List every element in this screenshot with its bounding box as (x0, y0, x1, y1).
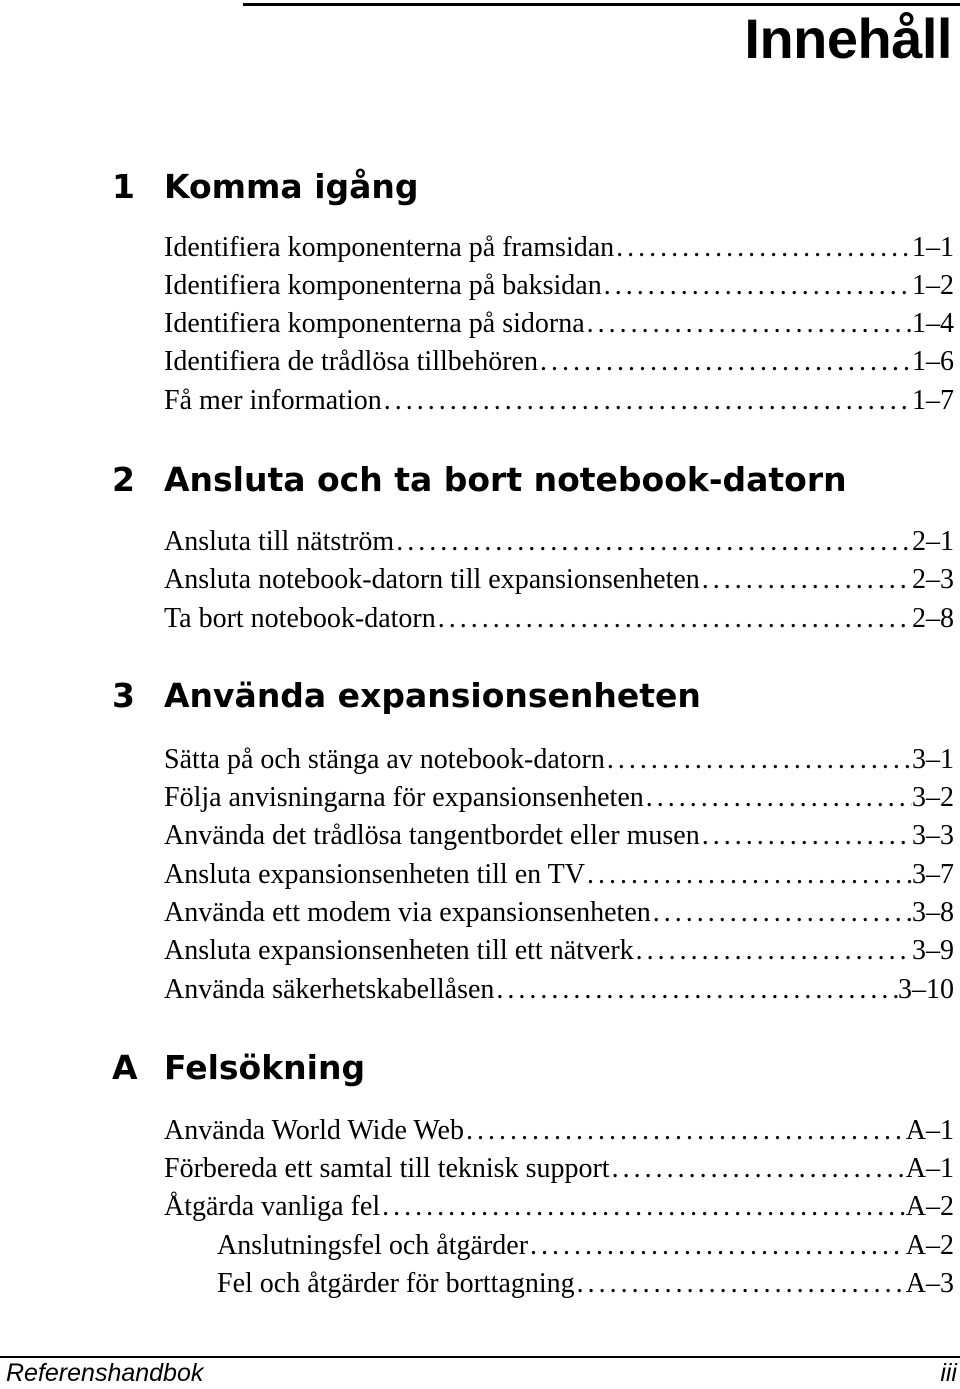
leader-dots (634, 932, 912, 970)
chapter-title: Använda expansionsenheten (164, 676, 701, 715)
toc-entry[interactable] (164, 1188, 954, 1226)
toc-entry-page: 3–3 (912, 820, 954, 851)
toc-entry[interactable] (164, 741, 954, 779)
toc-entry-page: A–1 (905, 1115, 954, 1146)
toc-entry[interactable] (164, 343, 954, 381)
toc-entry-label: Använda World Wide Web (164, 1115, 464, 1146)
leader-dots (585, 305, 912, 343)
footer-page-number: iii (940, 1359, 957, 1387)
toc-entry[interactable] (164, 382, 954, 420)
toc-entry-label: Identifiera komponenterna på baksidan (164, 270, 602, 301)
toc-entry-label: Ansluta expansionsenheten till en TV (164, 859, 585, 890)
toc-entry-page: 2–8 (912, 603, 954, 634)
chapter-title: Komma igång (164, 167, 419, 206)
toc-entry-page: 3–8 (912, 897, 954, 928)
toc-entry-page: 2–1 (912, 526, 954, 557)
toc-entry-label: Följa anvisningarna för expansionsenheten (164, 782, 644, 813)
leader-dots (575, 1265, 906, 1303)
toc-entry[interactable] (164, 267, 954, 305)
chapter-3 (0, 671, 960, 1005)
leader-dots (494, 971, 898, 1009)
chapter-number: 1 (112, 167, 135, 206)
toc-entry-label: Ta bort notebook-datorn (164, 603, 436, 634)
toc-entry-page: 1–2 (912, 270, 954, 301)
toc-entry-label: Åtgärda vanliga fel (164, 1191, 381, 1222)
leader-dots (436, 600, 912, 638)
toc-entry[interactable] (164, 779, 954, 817)
toc-entry-label: Identifiera komponenterna på sidorna (164, 308, 585, 339)
toc-entry-page: 3–2 (912, 782, 954, 813)
chapter-1 (0, 162, 960, 416)
toc-entry-label: Använda ett modem via expansionsenheten (164, 897, 651, 928)
toc-entry-page: 1–1 (912, 232, 954, 263)
toc-entry[interactable] (164, 817, 954, 855)
page-title: Innehåll (744, 7, 952, 70)
toc-entry-page: 3–1 (912, 744, 954, 775)
leader-dots (380, 1188, 906, 1226)
chapter-heading (0, 1043, 960, 1093)
chapter-title: Ansluta och ta bort notebook-datorn (164, 460, 847, 499)
toc-entry-label: Anslutningsfel och åtgärder (217, 1230, 529, 1261)
chapter-heading (0, 455, 960, 505)
chapter-number: A (112, 1048, 138, 1087)
toc-entry-page: 3–9 (912, 935, 954, 966)
toc-entry-label: Förbereda ett samtal till teknisk support (164, 1153, 610, 1184)
chapter-number: 2 (112, 460, 135, 499)
toc-entry-label: Fel och åtgärder för borttagning (217, 1268, 575, 1299)
toc-entry-label: Identifiera komponenterna på framsidan (164, 232, 615, 263)
toc-entry-page: 1–7 (912, 385, 954, 416)
chapter-number: 3 (112, 676, 135, 715)
toc-entry-label: Identifiera de trådlösa tillbehören (164, 346, 538, 377)
leader-dots (538, 343, 912, 381)
leader-dots (528, 1227, 906, 1265)
leader-dots (644, 779, 912, 817)
toc-entry[interactable] (164, 523, 954, 561)
toc-entry[interactable] (164, 971, 954, 1009)
toc-entry-label: Ansluta expansionsenheten till ett nätverk (164, 935, 634, 966)
toc-entry-label: Ansluta notebook-datorn till expansionsenheten (164, 564, 700, 595)
leader-dots (382, 382, 912, 420)
chapter-a (0, 1043, 960, 1299)
toc-entry[interactable] (164, 229, 954, 267)
toc-entry-page: A–1 (905, 1153, 954, 1184)
toc-entry-page: 1–6 (912, 346, 954, 377)
toc-entry[interactable] (164, 305, 954, 343)
toc-entry-page: 1–4 (912, 308, 954, 339)
toc-entry-page: A–2 (905, 1230, 954, 1261)
chapter-2 (0, 455, 960, 634)
chapter-heading (0, 671, 960, 721)
leader-dots (602, 267, 912, 305)
toc-entry-label: Använda det trådlösa tangentbordet eller musen (164, 820, 700, 851)
chapter-heading (0, 162, 960, 212)
toc-entry[interactable] (164, 894, 954, 932)
leader-dots (585, 856, 912, 894)
toc-entry-label: Få mer information (164, 385, 382, 416)
toc-subentry[interactable] (217, 1227, 954, 1265)
toc-entry-page: A–3 (905, 1268, 954, 1299)
toc-entry[interactable] (164, 1112, 954, 1150)
leader-dots (394, 523, 912, 561)
leader-dots (700, 561, 912, 599)
toc-entry[interactable] (164, 856, 954, 894)
toc-entry[interactable] (164, 1150, 954, 1188)
leader-dots (605, 741, 912, 779)
toc-entry[interactable] (164, 600, 954, 638)
toc-entry-page: 2–3 (912, 564, 954, 595)
footer-manual-name: Referenshandbok (6, 1359, 204, 1387)
toc-entry[interactable] (164, 561, 954, 599)
toc-entry-label: Sätta på och stänga av notebook-datorn (164, 744, 605, 775)
toc-entry-page: A–2 (905, 1191, 954, 1222)
toc-entry-page: 3–7 (912, 859, 954, 890)
leader-dots (464, 1112, 906, 1150)
toc-entry-label: Ansluta till nätström (164, 526, 395, 557)
toc-subentry[interactable] (217, 1265, 954, 1303)
toc-entry[interactable] (164, 932, 954, 970)
leader-dots (614, 229, 912, 267)
toc-entry-label: Använda säkerhetskabellåsen (164, 974, 495, 1005)
leader-dots (610, 1150, 906, 1188)
chapter-title: Felsökning (164, 1048, 366, 1087)
leader-dots (700, 817, 912, 855)
leader-dots (651, 894, 912, 932)
toc-entry-page: 3–10 (898, 974, 954, 1005)
